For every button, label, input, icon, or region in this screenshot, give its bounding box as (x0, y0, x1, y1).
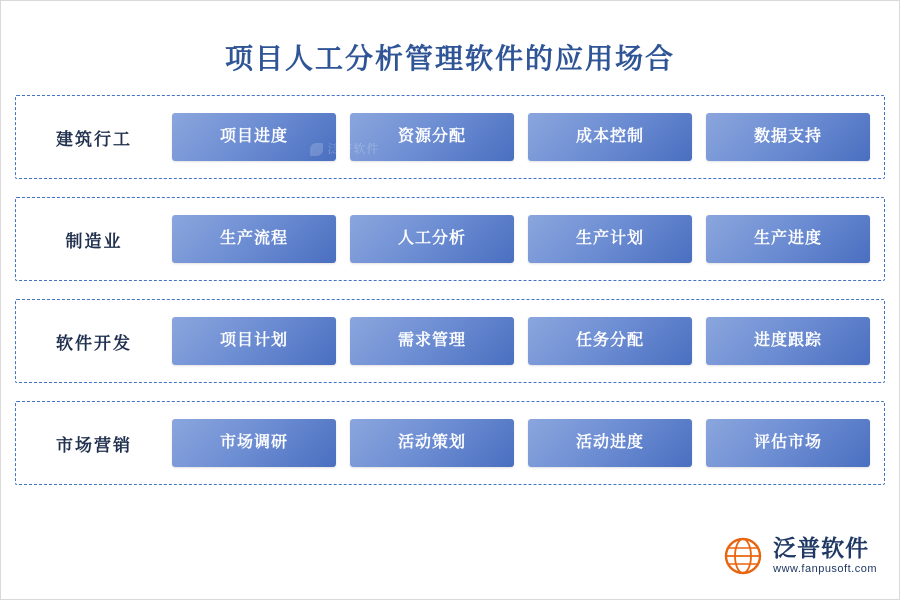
cell-item[interactable]: 活动进度 (528, 419, 692, 467)
table-row (15, 95, 885, 179)
brand-url: www.fanpusoft.com (773, 562, 877, 575)
cell-item[interactable]: 项目进度 (172, 113, 336, 161)
cell-item[interactable]: 任务分配 (528, 317, 692, 365)
row-label-manufacturing: 制造业 (65, 231, 123, 251)
watermark-text: 泛普软件 (327, 142, 380, 156)
table-row (15, 197, 885, 281)
cell-item[interactable]: 成本控制 (528, 113, 692, 161)
cell-item[interactable]: 生产计划 (528, 215, 692, 263)
page-title: 项目人工分析管理软件的应用场合 (224, 44, 675, 75)
cell-item[interactable]: 需求管理 (350, 317, 514, 365)
row-label-software: 软件开发 (56, 333, 132, 353)
table-row (15, 299, 885, 383)
cell-item[interactable]: 数据支持 (706, 113, 870, 161)
row-cells (172, 419, 884, 467)
cell-item[interactable]: 活动策划 (350, 419, 514, 467)
cell-item[interactable]: 生产进度 (706, 215, 870, 263)
cell-item[interactable]: 项目计划 (172, 317, 336, 365)
row-cells (172, 317, 884, 365)
cell-item[interactable]: 生产流程 (172, 215, 336, 263)
globe-icon (722, 535, 764, 577)
cell-item[interactable]: 资源分配 (350, 113, 514, 161)
row-label-marketing: 市场营销 (56, 435, 132, 455)
brand-name: 泛普软件 (773, 536, 870, 562)
cell-item[interactable]: 人工分析 (350, 215, 514, 263)
row-cells (172, 215, 884, 263)
rows-container (1, 87, 899, 485)
row-cells (172, 113, 884, 161)
row-label-construction: 建筑行工 (56, 129, 132, 149)
table-row (15, 401, 885, 485)
cell-item[interactable]: 进度跟踪 (706, 317, 870, 365)
cell-item[interactable]: 市场调研 (172, 419, 336, 467)
brand-logo (722, 535, 877, 577)
cell-item[interactable]: 评估市场 (706, 419, 870, 467)
brand-text (773, 536, 877, 575)
